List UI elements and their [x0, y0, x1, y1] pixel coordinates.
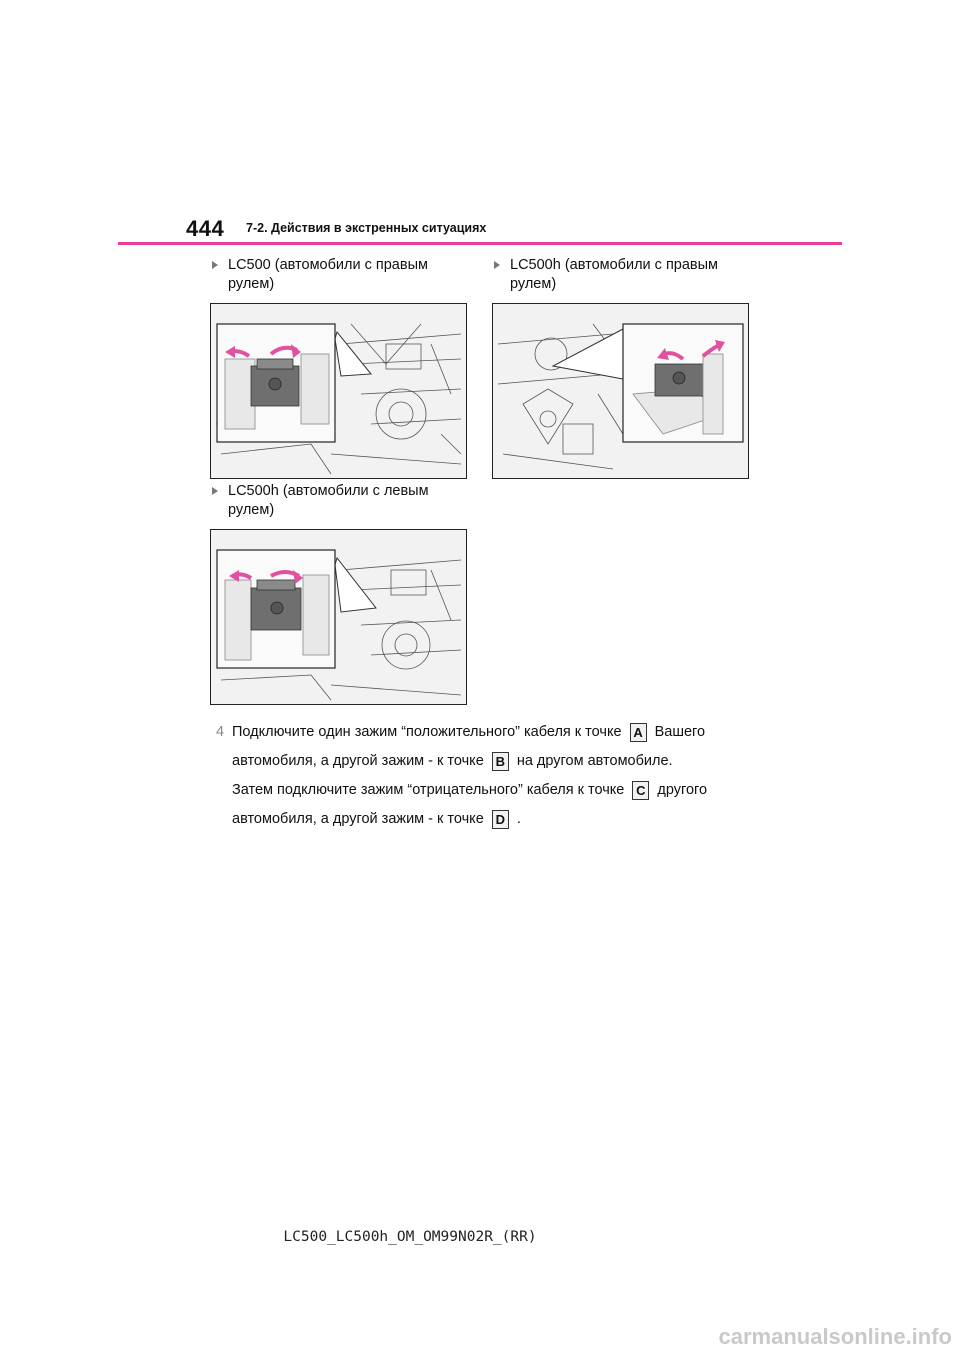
- bullet-triangle-icon: [212, 261, 218, 269]
- engine-bay-drawing: [211, 530, 466, 704]
- caption-line: рулем): [228, 502, 275, 518]
- step-text: на другом автомобиле.: [516, 753, 673, 769]
- caption-line: LC500 (автомобили с правым: [228, 257, 428, 273]
- caption-line: рулем): [228, 276, 275, 292]
- figure-caption-lc500-right: [228, 256, 478, 294]
- engine-bay-illustration: [210, 529, 467, 705]
- step-number: 4: [216, 724, 225, 740]
- step-text: Подключите один зажим “положительного” кабеля к точке: [232, 724, 622, 740]
- point-badge-a: A: [630, 723, 647, 742]
- caption-line: LC500h (автомобили с левым: [228, 483, 429, 499]
- step-text: другого автомобиля, а другой зажим - к точке: [232, 782, 708, 827]
- step-text: .: [516, 811, 521, 827]
- engine-bay-illustration: [492, 303, 749, 479]
- footer-doc-id: [0, 1229, 960, 1245]
- bullet-triangle-icon: [212, 487, 218, 495]
- point-badge-c: C: [632, 781, 649, 800]
- header-divider: [118, 242, 842, 245]
- section-title: 7-2. Действия в экстренных ситуациях: [246, 221, 487, 235]
- step-text: Вашего автомобиля, а другой зажим - к точке: [232, 724, 706, 769]
- point-badge-d: D: [492, 810, 509, 829]
- caption-line: рулем): [510, 276, 557, 292]
- point-badge-b: B: [492, 752, 509, 771]
- engine-bay-drawing: [493, 304, 748, 478]
- page-number: 444: [186, 216, 225, 241]
- engine-bay-illustration: [210, 303, 467, 479]
- figure-caption-lc500h-right: [510, 256, 760, 294]
- caption-line: LC500h (автомобили с правым: [510, 257, 719, 273]
- watermark: carmanualsonline.info: [718, 1324, 952, 1349]
- step-text: Затем подключите зажим “отрицательного” кабеля к точке: [232, 782, 625, 798]
- figure-caption-lc500h-left: [228, 482, 478, 520]
- instruction-step: [216, 718, 752, 834]
- bullet-triangle-icon: [494, 261, 500, 269]
- engine-bay-drawing: [211, 304, 466, 478]
- doc-id: LC500_LC500h_OM_OM99N02R_(RR): [283, 1229, 537, 1245]
